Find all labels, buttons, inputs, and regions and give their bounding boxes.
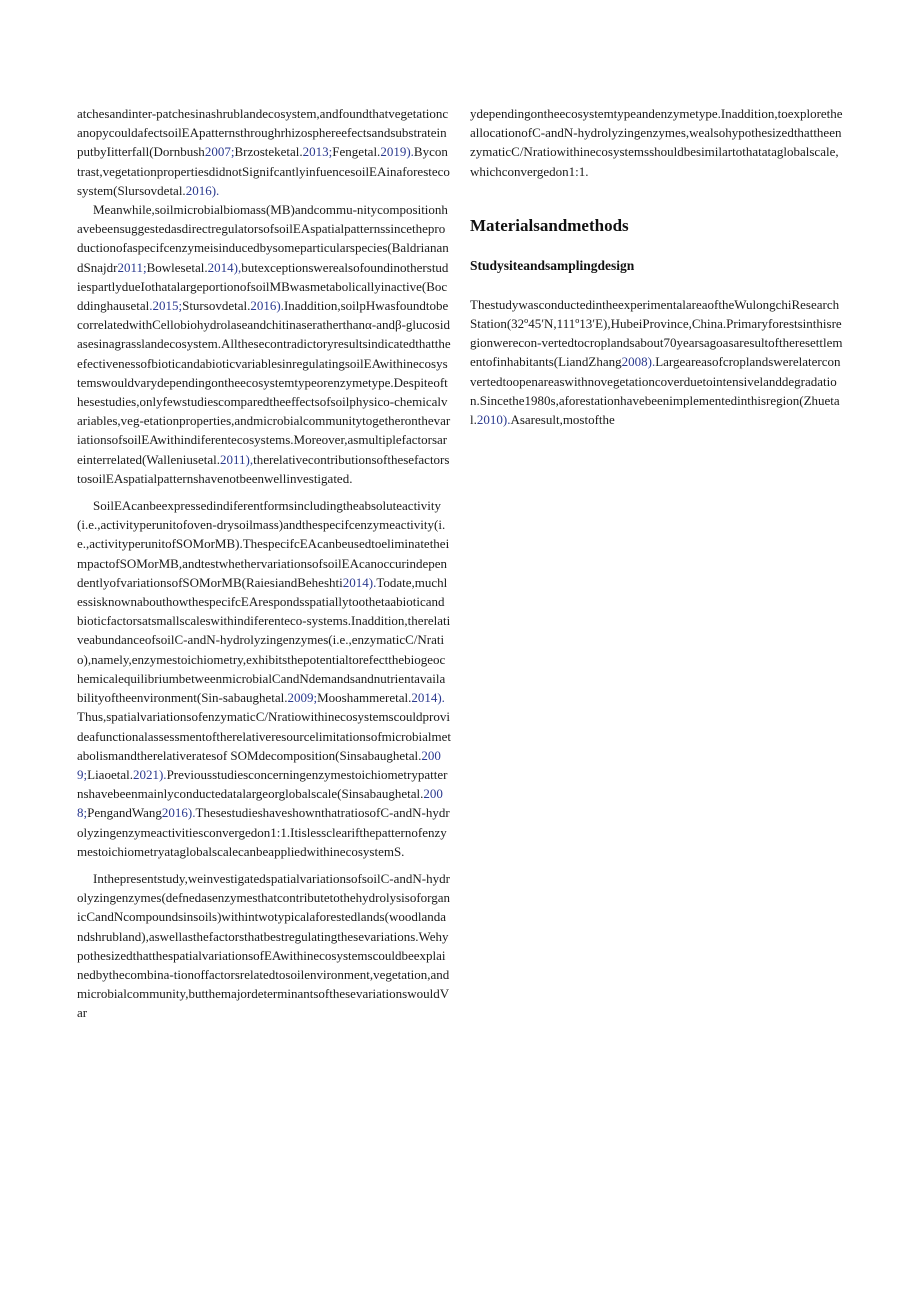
citation-link[interactable]: 2011), <box>219 451 254 467</box>
body-text: Todate,muchlessisknownabouthowthespecifcEArespondsspatiallytoothetaabioticandbioticfactorsatsmallscaleswithindiferenteco-systems.Inaddition,therelativeabundanceofsoilC-andN-hydrolyzingenzymes(i.e.,enzymaticC/Nratio),namely,enzymestoichiometry,exhibitsthepotentialtorefectthebiogeochemicalequilibriumbetweenmicrobialCandNdemandsandnutrientavailabilityoftheenvironment(Sin-sabaughetal. <box>77 574 451 706</box>
paragraph-hypothesis <box>470 104 844 181</box>
body-text: butexceptionswerealsofoundinotherstudiespartlydueIothatalargeportionofsoilMBwasmetabolicallyinactive(Bocddinghausetal <box>77 259 449 314</box>
citation-link[interactable]: 2016). <box>185 182 220 198</box>
body-text: ThesestudieshaveshownthatratiosofC-andN-hydrolyzingenzymeactivitiesconvergedon1:1.ItislessclearifthepatternofenzymestoichiometryataglobalscalecanbeappliedwithinecosystemS. <box>77 805 450 859</box>
citation-link[interactable]: 2013; <box>302 144 333 160</box>
paragraph-vegetation-effects <box>77 104 451 200</box>
citation-link[interactable]: .2015; <box>149 298 183 314</box>
body-text: PengandWang <box>87 805 162 821</box>
citation-link[interactable]: 2008). <box>621 354 656 370</box>
body-text: Thus,spatialvariationsofenzymaticC/Nratiowithinecosystemscouldprovideafunctionalassessmentoftherelativeresourcelimitationsofmicrobialmetabolismandtherelativeratesof SOMdecomposition(Sinsabaughetal. <box>77 709 451 763</box>
section-title: Materialsandmethods <box>470 215 629 235</box>
body-text: atchesandinter-patchesinashrublandecosystem,andfoundthatvegetationcanopycouldafectsoilEApatternsthroughrhizosphereefectsandsubstrateinputbyIitterfall(Dornbush <box>77 106 449 160</box>
body-text: Inthepresentstudy,weinvestigatedspatialvariationsofsoilC-andN-hydrolyzingenzymes(defnedasenzymesthatcontributetothehydrolysisoforganicCandNcompoundsinsoils)withintwotypicalaforestedlands(woodlandandshrubland),aswellasthefactorsthatbestregulatingthesevariations.WehypothesizedthatthespatialvariationsofEAwithinecosystemscouldbeexplainedbythecombina-tionoffactorsrelatedtosoilenvironment,vegetation,andmicrobialcommunity,butthemajordeterminantsofthesevariationswouldVar <box>77 870 451 1021</box>
body-text: Meanwhile,soilmicrobialbiomass(MB)andcommu-nitycompositionhavebeensuggestedasdirectregulatorsofsoilEAspatialpatternssincetheproductionofaspecifcenzymeisinducedbysomeparticularspecies(BaldrianandSnajdr <box>77 202 449 275</box>
paragraph-study-site <box>470 295 844 429</box>
left-column <box>77 104 451 1023</box>
body-text: Brzosteketal. <box>234 144 303 160</box>
citation-link[interactable]: 2011; <box>117 259 147 275</box>
body-text: Liaoetal. <box>87 766 133 782</box>
citation-link[interactable]: 2014). <box>342 574 377 590</box>
citation-link[interactable]: 2016). <box>250 298 284 314</box>
body-text: SoilEAcanbeexpressedindiferentformsincludingtheabsoluteactivity(i.e.,activityperunitofoven-drysoilmass)andthespecifcenzymeactivity(i.e.,activityperunitofSOMorMB).ThespecifcEAcanbeusedtoeliminatetheimpactofSOMorMB,andtestwhethervariationsofsoilEAcanoccurindependentlyofvariationsofSOMorMB(RaiesiandBeheshti <box>77 498 450 590</box>
body-text: Mooshammeretal. <box>317 690 412 706</box>
body-text: Inaddition,soilpHwasfoundtobecorrelatedwithCellobiohydrolaseandchitinaseratherthanα-andβ-glucosidasesinagrasslandecosystem.AllthesecontradictoryresultsindicatedthattheefectivenessofbioticandabioticvariablesinregulatingsoilEAwithinecosystemswouldvarydependingontheecosystemtypeorenzymetype.Despiteofthesestudies,onlyfewstudiescomparedtheeffectsofsoilphysico-chemicalvariables,veg-etationproperties,andmicrobialcommunitytogetheronthevariationsofsoilEAwithindiferentecosystems.Moreover,asmultiplefactorsareinterrelated(Walleniusetal. <box>77 298 451 467</box>
right-column <box>470 104 844 429</box>
body-text: Previousstudiesconcerningenzymestoichiometrypatternshavebeenmainlyconductedatalargeorglobalscale(Sinsabaughetal. <box>77 766 448 802</box>
citation-link[interactable]: 2008; <box>77 786 443 821</box>
spacer <box>470 275 844 295</box>
citation-link[interactable]: 2014), <box>207 259 242 275</box>
citation-link[interactable]: 2010). <box>476 412 511 428</box>
citation-link[interactable]: 2007; <box>204 144 235 160</box>
body-text: Largeareasofcroplandswerelaterconvertedtoopenareaswithnovegetationcoverduetointensivelanddegradation.Sincethe1980s,aforestationhavebeenimplementedinthisregion(Zhuetal. <box>470 354 841 428</box>
body-text: ThestudywasconductedintheexperimentalareaoftheWulongchiResearchStation(32º45ʹN,111º13ʹE),HubeiProvince,China.Primaryforestsinthisregionwerecon-vertedtocroplandsabout70yearsagoasaresultoftheresettlementofinhabitants(LiandZhang <box>470 296 843 370</box>
citation-link[interactable]: 2009; <box>287 690 318 706</box>
paragraph-specific-ea <box>77 496 451 861</box>
paragraph-present-study <box>77 869 451 1023</box>
body-text: therelativecontributionsofthesefactorstosoilEAspatialpatternshavenotbeenwellinvestigated. <box>77 451 450 486</box>
citation-link[interactable]: 2014). <box>411 690 445 706</box>
subsection-title: Studysiteandsamplingdesign <box>470 257 635 273</box>
body-text: ydependingontheecosystemtypeandenzymetype.Inaddition,toexploretheallocationofC-andN-hydrolyzingenzymes,wealsohypothesizedthattheenzymaticC/Nratiowithinecosystemsshouldbesimilartothatataglobalscale,whichconvergedon1:1. <box>470 106 843 179</box>
paragraph-microbial-biomass <box>77 200 451 488</box>
body-text: Fengetal. <box>332 144 381 160</box>
citation-link[interactable]: 2016). <box>161 805 196 821</box>
body-text: Bowlesetal. <box>146 259 208 275</box>
body-text: Stursovdetal. <box>182 298 251 314</box>
body-text: Bycontrast,vegetationpropertiesdidnotSignifcantlyinfuencesoilEAinaforestecosystem(Slursovdetal. <box>77 144 450 198</box>
body-text: Asaresult,mostofthe <box>510 412 615 428</box>
citation-link[interactable]: 2009; <box>77 747 441 782</box>
citation-link[interactable]: 2019). <box>380 144 414 160</box>
citation-link[interactable]: 2021). <box>132 766 167 782</box>
